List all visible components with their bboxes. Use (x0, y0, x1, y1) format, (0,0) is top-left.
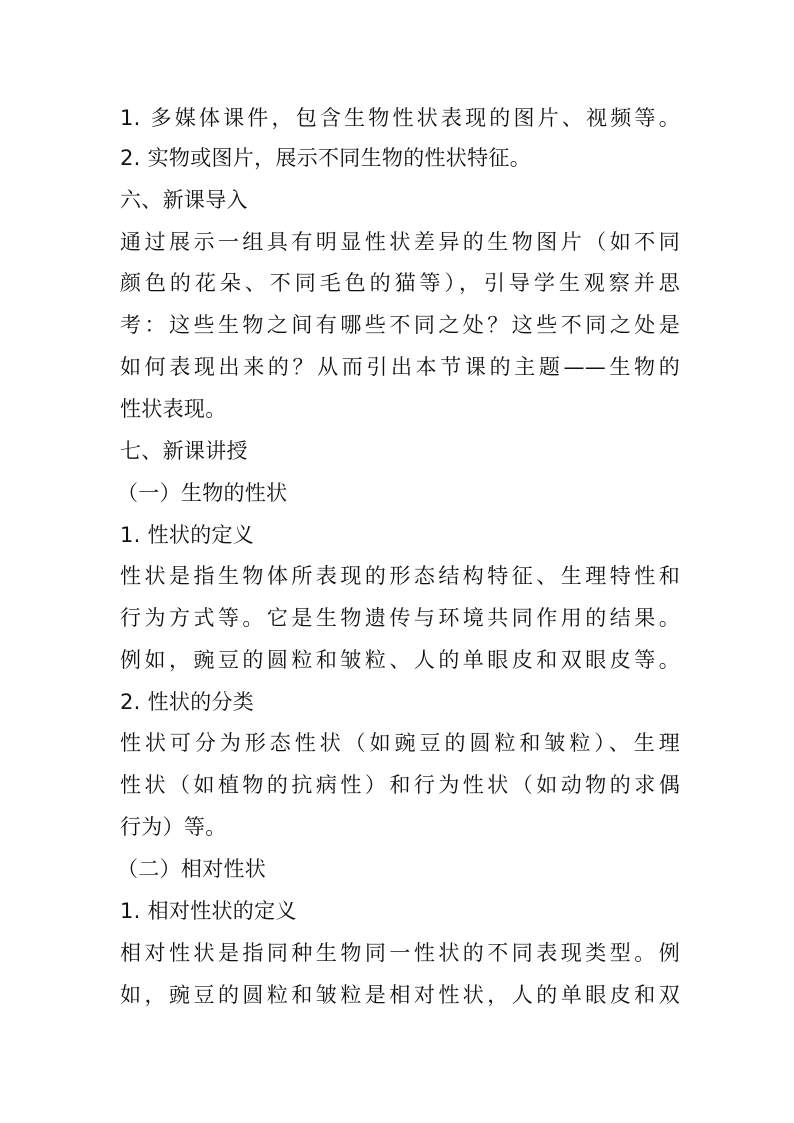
paragraph-line: 颜色的花朵、不同毛色的猫等），引导学生观察并思 (120, 271, 680, 295)
paragraph-line: 如，豌豆的圆粒和皱粒是相对性状，人的单眼皮和双 (120, 983, 680, 1007)
paragraph-line: 性状（如植物的抗病性）和行为性状（如动物的求偶 (120, 773, 680, 797)
paragraph-line: 性状表现。 (120, 397, 227, 421)
paragraph-line: 性状是指生物体所表现的形态结构特征、生理特性和 (120, 564, 680, 588)
paragraph-line: 通过展示一组具有明显性状差异的生物图片（如不同 (120, 230, 680, 254)
list-item-materials-1: 1. 多媒体课件，包含生物性状表现的图片、视频等。 (120, 106, 680, 130)
section-heading-7: 七、新课讲授 (120, 439, 248, 463)
list-item-materials-2: 2. 实物或图片，展示不同生物的性状特征。 (120, 146, 532, 170)
paragraph-line: 如何表现出来的？从而引出本节课的主题——生物的 (120, 355, 680, 379)
paragraph-line: 行为）等。 (120, 815, 227, 839)
item-heading: 1. 性状的定义 (120, 523, 255, 547)
paragraph-line: 性状可分为形态性状（如豌豆的圆粒和皱粒）、生理 (120, 731, 680, 755)
item-heading: 1. 相对性状的定义 (120, 899, 297, 923)
paragraph-line: 相对性状是指同种生物同一性状的不同表现类型。例 (120, 941, 680, 965)
section-heading-6: 六、新课导入 (120, 188, 248, 212)
paragraph-line: 例如，豌豆的圆粒和皱粒、人的单眼皮和双眼皮等。 (120, 648, 680, 672)
paragraph-line: 行为方式等。它是生物遗传与环境共同作用的结果。 (120, 606, 680, 630)
subsection-heading: （二）相对性状 (117, 857, 267, 881)
item-heading: 2. 性状的分类 (120, 690, 255, 714)
paragraph-line: 考：这些生物之间有哪些不同之处？这些不同之处是 (120, 313, 680, 337)
subsection-heading: （一）生物的性状 (117, 481, 288, 505)
